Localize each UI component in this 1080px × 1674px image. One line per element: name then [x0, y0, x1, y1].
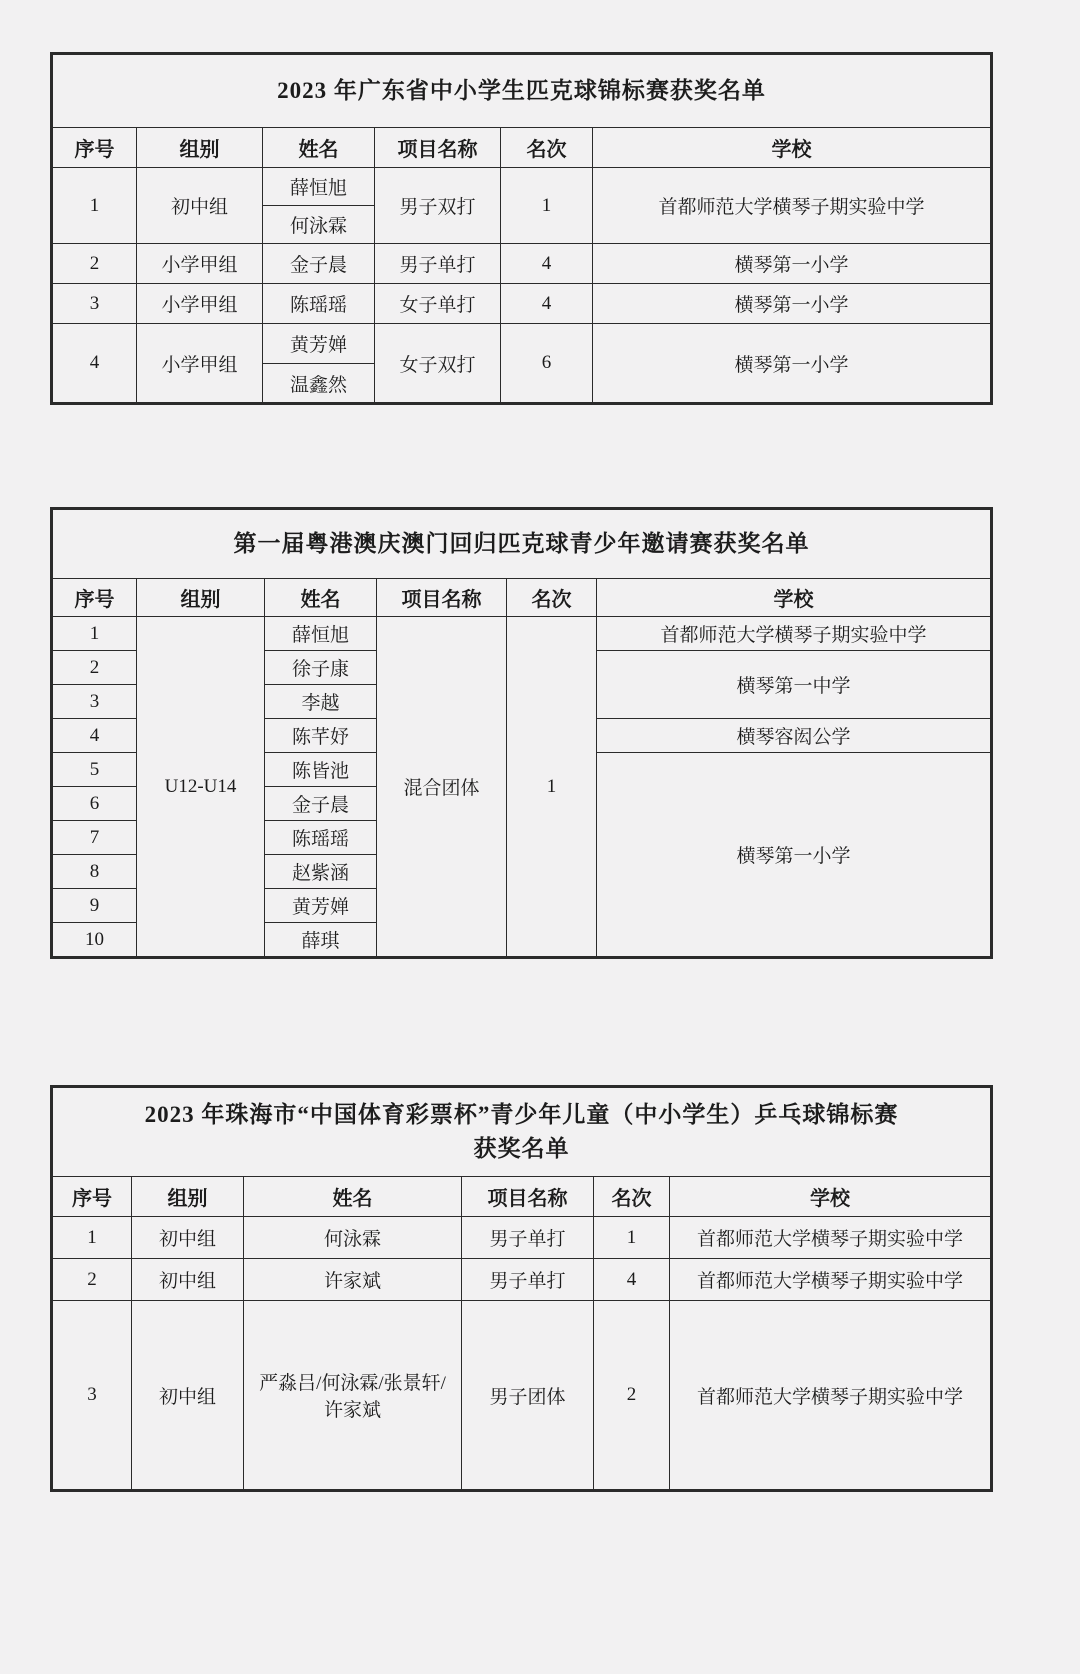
table-cell: 初中组 [132, 1259, 244, 1301]
header-cell: 项目名称 [375, 128, 501, 168]
table-cell: 2 [52, 244, 137, 284]
award-table [50, 1085, 993, 1492]
table-cell: 许家斌 [244, 1259, 462, 1301]
table-cell: 1 [507, 617, 597, 958]
table-cell: 男子单打 [375, 244, 501, 284]
table-cell: 9 [52, 889, 137, 923]
award-table-section-guangdong [50, 52, 1030, 405]
table-cell: 薛琪 [265, 923, 377, 958]
table-cell: 2 [594, 1301, 670, 1491]
table-cell: 4 [501, 284, 593, 324]
table-cell: 李越 [265, 685, 377, 719]
table-cell: 何泳霖 [244, 1217, 462, 1259]
table-cell: 初中组 [137, 168, 263, 244]
table-cell: 严淼吕/何泳霖/张景轩/许家斌 [244, 1301, 462, 1491]
table-cell: 首都师范大学横琴子期实验中学 [597, 617, 992, 651]
table-cell: 横琴第一小学 [597, 753, 992, 958]
table-cell: 3 [52, 685, 137, 719]
table-cell: 男子单打 [462, 1217, 594, 1259]
table-cell: 3 [52, 284, 137, 324]
header-cell: 名次 [501, 128, 593, 168]
header-cell: 学校 [670, 1177, 992, 1217]
table-cell: 男子团体 [462, 1301, 594, 1491]
table-row [52, 1301, 992, 1491]
table-cell: 5 [52, 753, 137, 787]
table-cell: 陈芊妤 [265, 719, 377, 753]
table-cell: 何泳霖 [263, 206, 375, 244]
table-cell: 1 [52, 1217, 132, 1259]
table-row [52, 617, 992, 651]
table-cell: 首都师范大学横琴子期实验中学 [670, 1259, 992, 1301]
table-cell: 2 [52, 651, 137, 685]
table-cell: 10 [52, 923, 137, 958]
table-cell: 1 [501, 168, 593, 244]
table-cell: 4 [52, 719, 137, 753]
table-row [52, 244, 992, 284]
table-cell: 陈皆池 [265, 753, 377, 787]
table-cell: 薛恒旭 [265, 617, 377, 651]
table-cell: 4 [52, 324, 137, 404]
table-cell: 首都师范大学横琴子期实验中学 [670, 1217, 992, 1259]
table-cell: 1 [52, 617, 137, 651]
table-cell: 横琴容闳公学 [597, 719, 992, 753]
header-cell: 姓名 [265, 579, 377, 617]
table-cell: 2 [52, 1259, 132, 1301]
table-cell: 陈瑶瑶 [265, 821, 377, 855]
table-cell: 8 [52, 855, 137, 889]
table-title: 第一届粤港澳庆澳门回归匹克球青少年邀请赛获奖名单 [52, 509, 992, 579]
table-row [52, 1217, 992, 1259]
table-row [52, 324, 992, 364]
table-cell: 1 [594, 1217, 670, 1259]
table-cell: 初中组 [132, 1217, 244, 1259]
table-title: 2023 年广东省中小学生匹克球锦标赛获奖名单 [52, 54, 992, 128]
header-cell: 项目名称 [377, 579, 507, 617]
table-row [52, 284, 992, 324]
table-cell: 温鑫然 [263, 364, 375, 404]
award-table-section-zhuhai-tabletennis [50, 1085, 1030, 1492]
table-cell: 男子双打 [375, 168, 501, 244]
table-cell: 男子单打 [462, 1259, 594, 1301]
table-cell: U12-U14 [137, 617, 265, 958]
table-cell: 7 [52, 821, 137, 855]
header-cell: 序号 [52, 1177, 132, 1217]
table-cell: 3 [52, 1301, 132, 1491]
header-cell: 项目名称 [462, 1177, 594, 1217]
table-cell: 横琴第一小学 [593, 324, 992, 404]
header-cell: 姓名 [263, 128, 375, 168]
table-cell: 小学甲组 [137, 284, 263, 324]
table-cell: 横琴第一小学 [593, 244, 992, 284]
award-table [50, 52, 993, 405]
table-cell: 女子单打 [375, 284, 501, 324]
table-cell: 混合团体 [377, 617, 507, 958]
table-cell: 金子晨 [265, 787, 377, 821]
header-cell: 姓名 [244, 1177, 462, 1217]
table-cell: 徐子康 [265, 651, 377, 685]
header-cell: 名次 [594, 1177, 670, 1217]
table-row [52, 1259, 992, 1301]
table-cell: 6 [52, 787, 137, 821]
table-cell: 小学甲组 [137, 244, 263, 284]
table-row [52, 168, 992, 206]
table-cell: 赵紫涵 [265, 855, 377, 889]
header-cell: 组别 [137, 128, 263, 168]
header-cell: 序号 [52, 128, 137, 168]
table-cell: 6 [501, 324, 593, 404]
table-cell: 金子晨 [263, 244, 375, 284]
table-cell: 1 [52, 168, 137, 244]
header-cell: 学校 [593, 128, 992, 168]
table-cell: 横琴第一中学 [597, 651, 992, 719]
table-cell: 初中组 [132, 1301, 244, 1491]
table-cell: 黄芳婵 [263, 324, 375, 364]
table-title: 2023 年珠海市“中国体育彩票杯”青少年儿童（中小学生）乒乓球锦标赛 获奖名单 [52, 1087, 992, 1177]
table-cell: 首都师范大学横琴子期实验中学 [593, 168, 992, 244]
table-cell: 小学甲组 [137, 324, 263, 404]
table-cell: 4 [501, 244, 593, 284]
table-cell: 黄芳婵 [265, 889, 377, 923]
award-table-section-macau-invitational [50, 507, 1030, 959]
table-cell: 横琴第一小学 [593, 284, 992, 324]
table-cell: 首都师范大学横琴子期实验中学 [670, 1301, 992, 1491]
table-cell: 陈瑶瑶 [263, 284, 375, 324]
header-cell: 组别 [137, 579, 265, 617]
header-cell: 名次 [507, 579, 597, 617]
table-cell: 女子双打 [375, 324, 501, 404]
table-cell: 薛恒旭 [263, 168, 375, 206]
header-cell: 序号 [52, 579, 137, 617]
award-table [50, 507, 993, 959]
header-cell: 组别 [132, 1177, 244, 1217]
header-cell: 学校 [597, 579, 992, 617]
table-cell: 4 [594, 1259, 670, 1301]
